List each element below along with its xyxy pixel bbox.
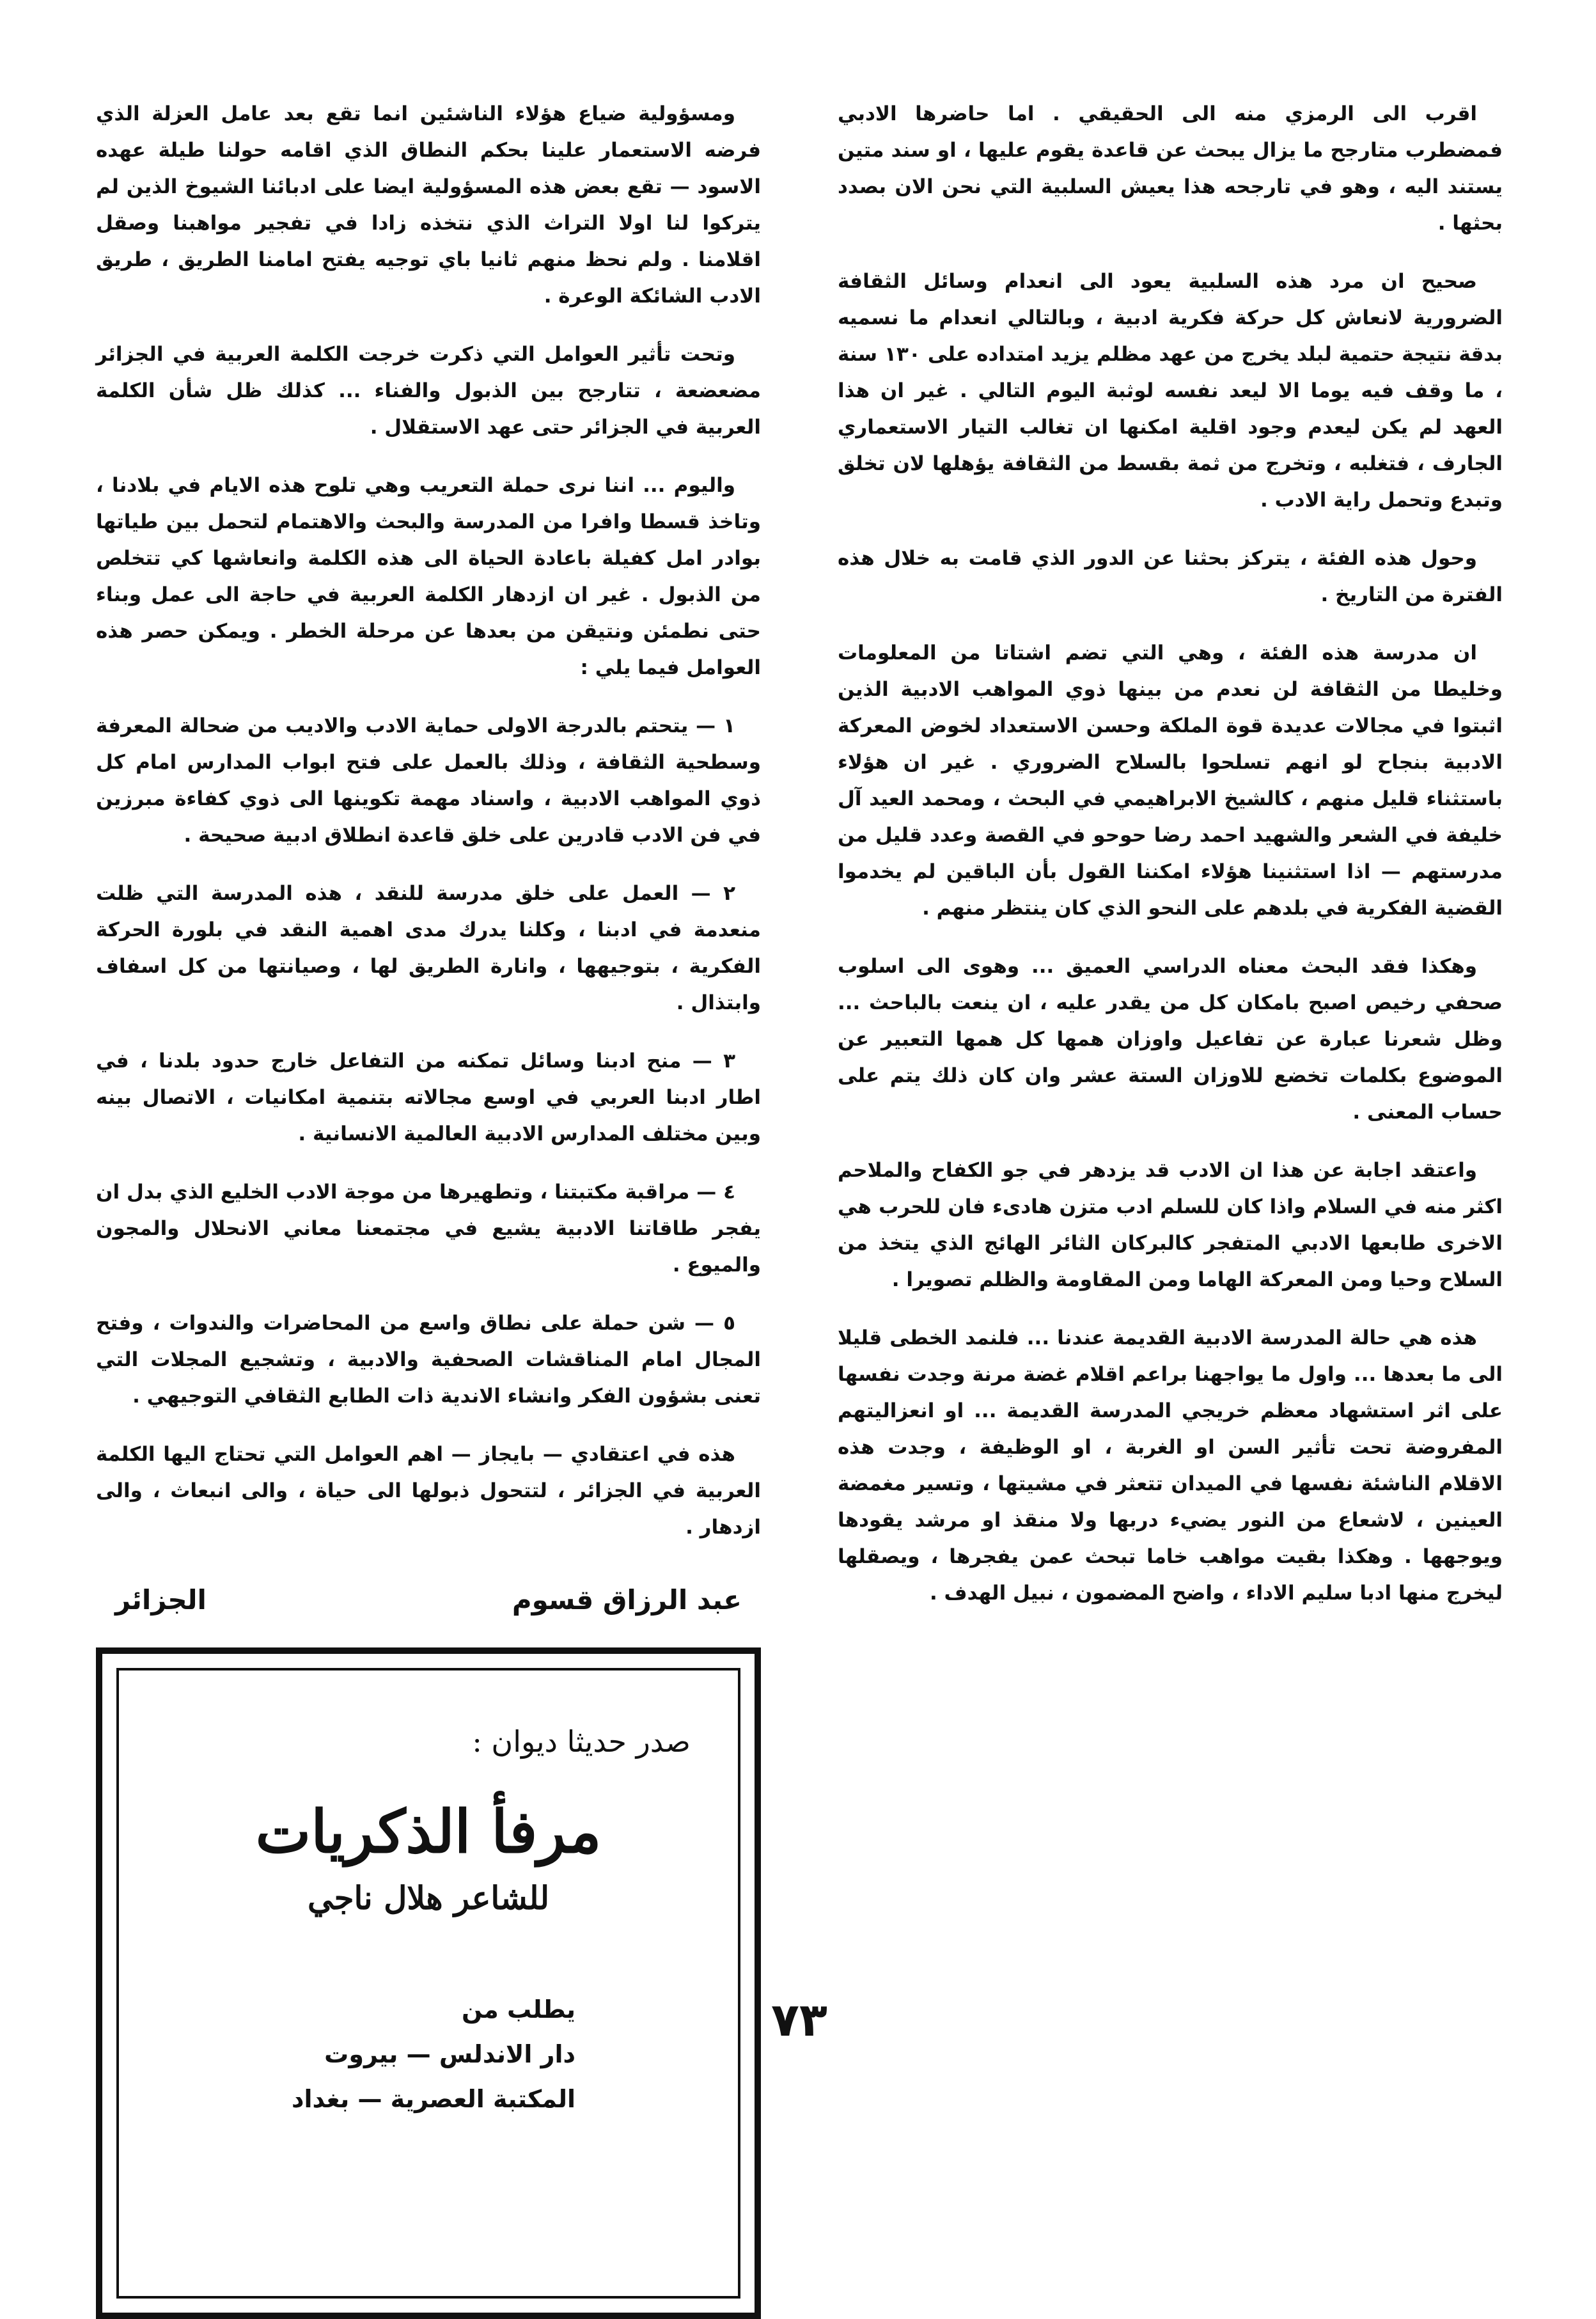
article-paragraph: هذه هي حالة المدرسة الادبية القديمة عندنا ... فلنمد الخطى قليلا الى ما بعدها ... واول ما يواجهنا براعم اقلام غضة مرنة وجدت نفسها على اثر استشهاد معظم خريجي المدرسة القديمة ... او انعزاليتهم المفروضة تحت تأثير السن او الغربة ، او الوظيفة ، وجدت هذه الاقلام الناشئة نفسها في الميدان تتعثر في مشيتها ، وتسير مغمضة العينين ، لاشعاع من النور يضيء دربها ولا منقذ او مرشد يقودها ويوجهها . وهكذا بقيت مواهب خاما تبحث عمن يفجرها ، ويصقلها ليخرج منها ادبا سليم الاداء ، واضح المضمون ، نبيل الهدف . [838,1326,1503,1605]
article-paragraph: ٢ — العمل على خلق مدرسة للنقد ، هذه المدرسة التي ظلت منعدمة في ادبنا ، وكلنا يدرك مدى اهمية النقد في بلورة الحركة الفكرية ، بتوجيهها ، وانارة الطريق لها ، وصيانتها من كل اسفاف وابتذال . [96,882,761,1014]
right-column [838,96,1503,1633]
order-line: المكتبة العصرية — بغداد [292,2085,575,2113]
author-place: الجزائر [115,1584,207,1615]
article-paragraph: وهكذا فقد البحث معناه الدراسي العميق ... وهوى الى اسلوب صحفي رخيص اصبح بامكان كل من يقدر عليه ، ان ينعت بالباحث ... وظل شعرنا عبارة عن تفاعيل واوزان همها كل همها التعبير عن الموضوع بكلمات تخضع للاوزان الستة عشر وان كان ذلك يتم على حساب المعنى . [838,955,1503,1124]
article-paragraph: صحيح ان مرد هذه السلبية يعود الى انعدام وسائل الثقافة الضرورية لانعاش كل حركة فكرية ادبية ، وبالتالي انعدام ما نسميه بدقة نتيجة حتمية لبلد يخرج من عهد مظلم يزيد امتداده على ١٣٠ سنة ، ما وقف فيه يوما الا ليعد نفسه لوثبة اليوم التالي . غير ان هذا العهد لم يكن ليعدم وجود اقلية امكنها ان تغالب التيار الاستعماري الجارف ، فتغلبه ، وتخرج من ثمة بقسط من الثقافة يؤهلها لان تخلق وتبدع وتحمل راية الادب . [838,270,1503,512]
article-paragraph: ١ — يتحتم بالدرجة الاولى حماية الادب والاديب من ضحالة المعرفة وسطحية الثقافة ، وذلك بالعمل على فتح ابواب المدارس امام كل ذوي المواهب الادبية ، واسناد مهمة تكوينها الى ذوي كفاءة مبرزين في فن الادب قادرين على خلق قاعدة انطلاق ادبية صحيحة . [96,714,761,847]
announcement-content [128,1679,729,2287]
article-paragraph: وتحت تأثير العوامل التي ذكرت خرجت الكلمة العربية في الجزائر مضعضعة ، تتارجح بين الذبول والفناء ... كذلك ظل شأن الكلمة العربية في الجزائر حتى عهد الاستقلال . [96,343,761,439]
announcement-intro: صدر حديثا ديوان : [472,1724,691,1759]
author-name: عبد الرزاق قسوم [512,1584,742,1615]
order-line: يطلب من [462,1995,575,2024]
article-paragraph: ٥ — شن حملة على نطاق واسع من المحاضرات والندوات ، وفتح المجال امام المناقشات الصحفية والادبية ، وتشجيع المجلات التي تعنى بشؤون الفكر وانشاء الاندية ذات الطابع الثقافي التوجيهي . [96,1312,761,1408]
left-column [96,96,761,2319]
article-paragraph: هذه في اعتقادي — بايجاز — اهم العوامل التي تحتاج اليها الكلمة العربية في الجزائر ، لتتحول ذبولها الى حياة ، والى انبعاث ، والى ازدهار . [96,1443,761,1539]
poet-name: للشاعر هلال ناجي [307,1879,550,1917]
article-paragraph: واعتقد اجابة عن هذا ان الادب قد يزدهر في جو الكفاح والملاحم اكثر منه في السلام واذا كان للسلم ادب متزن هادىء فان للحرب هي الاخرى طابعها الادبي المتفجر كالبركان الثائر الهائج الذي يتخذ من السلاح وحيا ومن المعركة الهاما ومن المقاومة والظلم تصويرا . [838,1159,1503,1291]
book-title: مرفأ الذكريات [255,1797,602,1866]
article-paragraph: واليوم ... اننا نرى حملة التعريب وهي تلوح هذه الايام في بلادنا ، وتاخذ قسطا وافرا من المدرسة والبحث والاهتمام لتحمل بين طياتها بوادر امل كفيلة باعادة الحياة الى هذه الكلمة وانعاشها كي تتخلص من الذبول . غير ان ازدهار الكلمة العربية في حاجة الى عمل وبناء حتى نطمئن ونتيقن من بعدها عن مرحلة الخطر . ويمكن حصر هذه العوامل فيما يلي : [96,474,761,679]
magazine-page [96,96,1503,2113]
order-line: دار الاندلس — بيروت [324,2040,575,2068]
article-paragraph: ٣ — منح ادبنا وسائل تمكنه من التفاعل خارج حدود بلدنا ، في اطار ادبنا العربي في اوسع مجالاته بتنمية امكانيات ، الاتصال بينه وبين مختلف المدارس الادبية العالمية الانسانية . [96,1049,761,1145]
page-number: ٧٣ [771,1993,827,2047]
article-paragraph: وحول هذه الفئة ، يتركز بحثنا عن الدور الذي قامت به خلال هذه الفترة من التاريخ . [838,547,1503,606]
article-paragraph: ومسؤولية ضياع هؤلاء الناشئين انما تقع بعد عامل العزلة الذي فرضه الاستعمار علينا بحكم النطاق الذي اقامه حولنا طيلة عهده الاسود — تقع بعض هذه المسؤولية ايضا على ادبائنا الشيوخ الذين لم يتركوا لنا اولا التراث الذي نتخذه زادا في تفجير مواهبنا وصقل اقلامنا . ولم نحظ منهم ثانيا باي توجيه يفتح امامنا الطريق ، طريق الادب الشائكة الوعرة . [96,102,761,308]
article-signature [115,1584,742,1615]
article-paragraph: ٤ — مراقبة مكتبتنا ، وتطهيرها من موجة الادب الخليع الذي بدل ان يفجر طاقاتنا الادبية يشيع في مجتمعنا معاني الانحلال والمجون والميوع . [96,1181,761,1277]
article-paragraph: اقرب الى الرمزي منه الى الحقيقي . اما حاضرها الادبي فمضطرب متارجح ما يزال يبحث عن قاعدة يقوم عليها ، او سند متين يستند اليه ، وهو في تارجحه هذا يعيش السلبية التي نحن الان بصدد بحثها . [838,102,1503,235]
article-paragraph: ان مدرسة هذه الفئة ، وهي التي تضم اشتاتا من المعلومات وخليطا من الثقافة لن نعدم من بينها ذوي المواهب الادبية الذين اثبتوا في مجالات عديدة قوة الملكة وحسن الاستعداد لخوض المعركة الادبية بنجاح لو انهم تسلحوا بالسلاح الضروري . غير ان هؤلاء باستثناء قليل منهم ، كالشيخ الابراهيمي في البحث ، ومحمد العيد آل خليفة في الشعر والشهيد احمد رضا حوحو في القصة وعدد قليل من مدرستهم — اذا استثنينا هؤلاء امكننا القول بأن الباقين لم يخدموا القضية الفكرية في بلدهم على النحو الذي كان ينتظر منهم . [838,641,1503,920]
book-announcement-box [96,1647,761,2319]
